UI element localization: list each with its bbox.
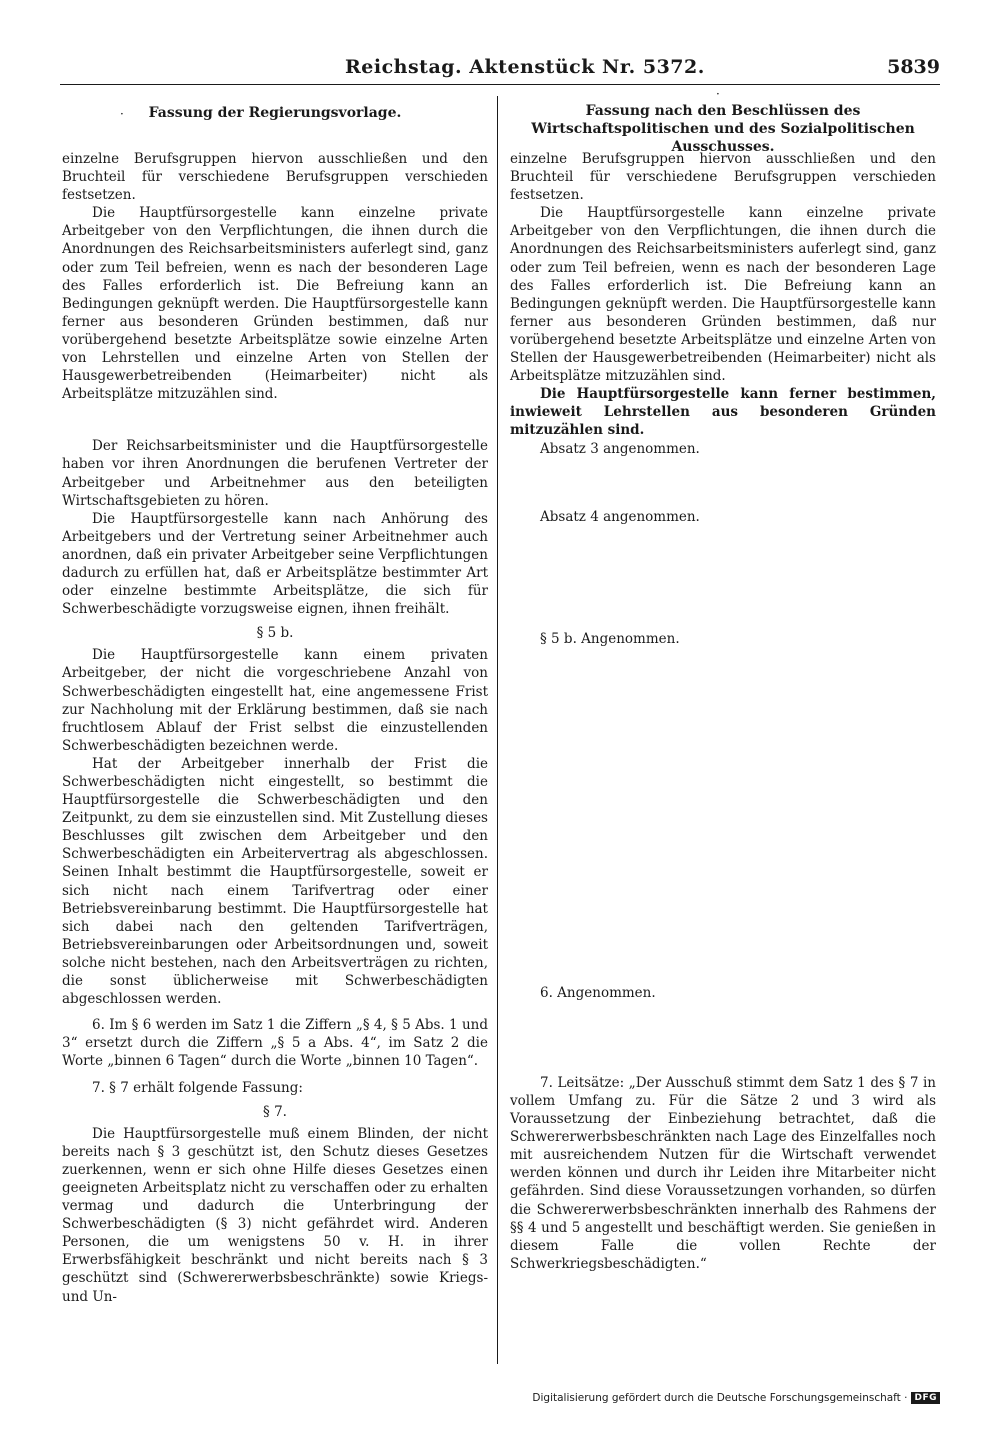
dfg-logo: DFG xyxy=(911,1392,940,1404)
margin-dot: · xyxy=(716,87,720,101)
section-heading: § 5 b. xyxy=(256,625,294,642)
footer xyxy=(532,1392,940,1404)
right-paragraph: Absatz 3 angenommen. xyxy=(540,440,700,457)
right-paragraph: § 5 b. Angenommen. xyxy=(540,630,680,647)
spacer xyxy=(62,403,488,437)
section-heading: § 7. xyxy=(263,1103,287,1120)
left-paragraph: einzelne Berufsgruppen hiervon ausschließen und den Bruchteil für verschiedene Berufsgruppen verschieden festsetzen. xyxy=(62,151,488,204)
left-paragraph: Die Hauptfürsorgestelle kann nach Anhörung des Arbeitgebers und der Vertretung seiner Arbeitnehmer auch anordnen, daß ein privater Arbeitgeber seine Verpflichtungen dadurch zu erfüllen hat, daß er Arbeitsplätze bestimmter Art oder einzelne bestimmte Arbeitsplätze, die sich für Schwerbeschädigte vorzugsweise eignen, ihnen freihält. xyxy=(62,510,488,618)
right-paragraph: einzelne Berufsgruppen hiervon ausschließen und den Bruchteil für verschiedene Berufsgruppen verschieden festsetzen. xyxy=(510,151,936,204)
right-paragraph-bold: Die Hauptfürsorgestelle kann ferner bestimmen, inwieweit Lehrstellen aus besonderen Gründen mitzuzählen sind. xyxy=(510,386,936,439)
footer-text: Digitalisierung gefördert durch die Deutsche Forschungsgemeinschaft · xyxy=(532,1392,908,1404)
left-paragraph: Die Hauptfürsorgestelle kann einzelne private Arbeitgeber von den Verpflichtungen, die ihnen durch die Anordnungen des Reichsarbeitsministers auferlegt sind, ganz oder zum Teil befreien, wenn es nach der besonderen Lage des Falles erforderlich ist. Die Befreiung kann an Bedingungen geknüpft werden. Die Hauptfürsorgestelle kann ferner aus besonderen Gründen bestimmen, daß nur vorübergehend besetzte Arbeitsplätze sowie einzelne Arten von Lehrstellen und einzelne Arten von Stellen der Hausgewerbetreibenden (Heimarbeiter) nicht als Arbeitsplätze mitzuzählen sind. xyxy=(62,205,488,403)
margin-dot: · xyxy=(120,107,124,121)
column-divider xyxy=(497,96,498,1364)
spacer xyxy=(510,526,936,630)
left-column xyxy=(62,96,488,1306)
spacer xyxy=(62,1071,488,1079)
spacer xyxy=(510,1002,936,1074)
left-paragraph: 7. § 7 erhält folgende Fassung: xyxy=(92,1079,303,1096)
spacer xyxy=(62,1008,488,1016)
right-paragraph: Die Hauptfürsorgestelle kann einzelne private Arbeitgeber von den Verpflichtungen, die ihnen durch die Anordnungen des Reichsarbeitsministers auferlegt sind, ganz oder zum Teil befreien, wenn es nach der besonderen Lage des Falles erforderlich ist. Die Befreiung kann an Bedingungen geknüpft werden. Die Hauptfürsorgestelle kann ferner aus besonderen Gründen bestimmen, daß nur vorübergehend besetzte Arbeitsplätze und einzelne Arten von Stellen der Hausgewerbetreibenden (Heimarbeiter) nicht als Arbeitsplätze mitzuzählen sind. xyxy=(510,205,936,385)
left-paragraph: 6. Im § 6 werden im Satz 1 die Ziffern „§ 4, § 5 Abs. 1 und 3“ ersetzt durch die Ziffern „§ 5 a Abs. 4“, im Satz 2 die Worte „binnen 6 Tagen“ durch die Worte „binnen 10 Tagen“. xyxy=(62,1017,488,1070)
header-title: Reichstag. Aktenstück Nr. 5372. xyxy=(345,56,705,78)
right-paragraph: 7. Leitsätze: „Der Ausschuß stimmt dem Satz 1 des § 7 in vollem Umfang zu. Für die Sätze 2 und 3 wird als Voraussetzung der Einbeziehung betrachtet, daß die Schwererwerbsbeschränkten nach Lage des Einzelfalles noch mit ausreichendem Nutzen für die Wirtschaft verwendet werden können und durch ihr Leiden ihre Mitarbeiter nicht gefährden. Sind diese Voraussetzungen vorhanden, so dürfen die Schwererwerbsbeschränkten innerhalb des Rahmens der §§ 4 und 5 angestellt und beschäftigt werden. Sie genießen in diesem Falle die vollen Rechte der Schwerkriegsbeschädigten.“ xyxy=(510,1074,936,1272)
right-column xyxy=(510,96,936,1273)
right-paragraph: 6. Angenommen. xyxy=(540,984,656,1001)
left-paragraph: Die Hauptfürsorgestelle kann einem privaten Arbeitgeber, der nicht die vorgeschriebene Anzahl von Schwerbeschädigten eingestellt hat, eine angemessene Frist zur Nachholung mit der Erklärung bestimmen, daß sie nach fruchtlosem Ablauf der Frist selbst die einzustellenden Schwerbeschädigten bezeichnen werde. xyxy=(62,647,488,754)
left-paragraph: Der Reichsarbeitsminister und die Hauptfürsorgestelle haben vor ihren Anordnungen die berufenen Vertreter der Arbeitgeber und Arbeitnehmer aus den beteiligten Wirtschaftsgebieten zu hören. xyxy=(62,438,488,509)
right-paragraph: Absatz 4 angenommen. xyxy=(540,508,700,525)
right-column-heading: Fassung nach den Beschlüssen des Wirtschaftspolitischen und des Sozialpolitischen Ausschusses. xyxy=(531,103,915,155)
left-column-heading: Fassung der Regierungsvorlage. xyxy=(148,105,402,121)
left-paragraph: Die Hauptfürsorgestelle muß einem Blinden, der nicht bereits nach § 3 geschützt ist, den Schutz dieses Gesetzes zuerkennen, wenn er sich ohne Hilfe dieses Gesetzes einen geeigneten Arbeitsplatz nicht zu verschaffen oder zu erhalten vermag und dadurch die Unterbringung der Schwerbeschädigten (§ 3) nicht gefährdet wird. Anderen Personen, die um wenigstens 50 v. H. in ihrer Erwerbsfähigkeit beschränkt und nicht bereits nach § 3 geschützt sind (Schwererwerbsbeschränkte) sowie Kriegs- und Un- xyxy=(62,1125,488,1305)
spacer xyxy=(510,458,936,508)
left-paragraph: Hat der Arbeitgeber innerhalb der Frist die Schwerbeschädigten nicht eingestellt, so bestimmt die Hauptfürsorgestelle die Schwerbeschädigten und den Zeitpunkt, zu dem sie einzustellen sind. Mit Zustellung dieses Beschlusses gilt zwischen dem Arbeitgeber und den Schwerbeschädigten ein Arbeitervertrag als abgeschlossen. Seinen Inhalt bestimmt die Hauptfürsorgestelle, soweit er sich nicht nach einem Tarifvertrag oder einer Betriebsvereinbarung bestimmt. Die Hauptfürsorgestelle hat sich dabei nach den geltenden Tarifverträgen, Betriebsvereinbarungen oder Arbeitsordnungen und, soweit solche nicht bestehen, nach den Arbeitsverträgen zu richten, die sonst üblicherweise mit Schwerbeschädigten abgeschlossen werden. xyxy=(62,755,488,1008)
page-number: 5839 xyxy=(887,56,940,78)
header-rule xyxy=(60,84,940,85)
spacer xyxy=(510,648,936,984)
page-header xyxy=(60,56,940,84)
